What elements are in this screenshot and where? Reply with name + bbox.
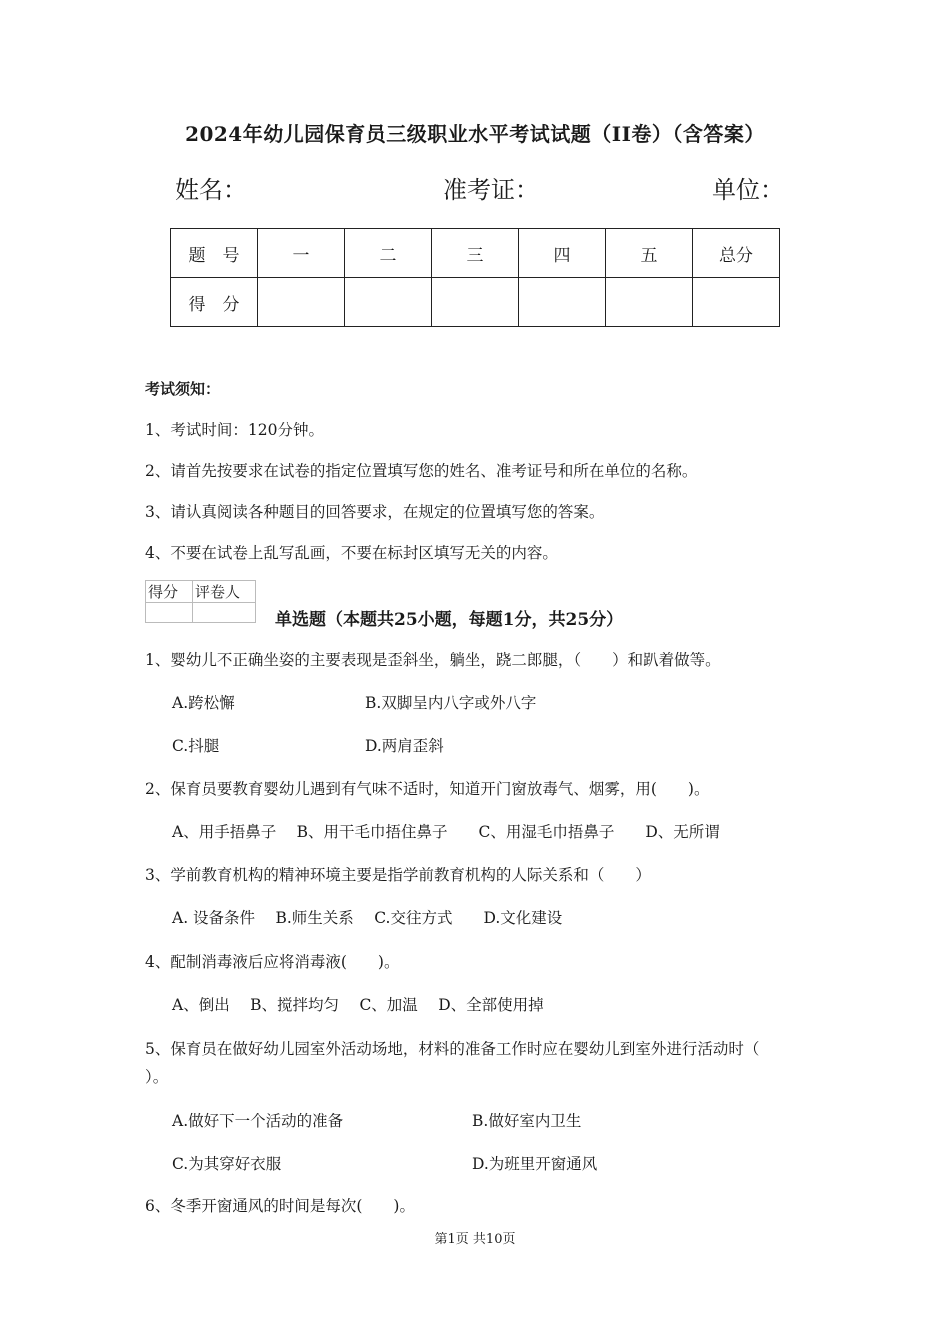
exam-number-field-label: 准考证： (443, 176, 539, 204)
name-field-label: 姓名： (175, 176, 247, 204)
question-option: D.两肩歪斜 (365, 737, 444, 755)
question-options-line: A、倒出 B、搅拌均匀 C、加温 D、全部使用掉 (172, 996, 544, 1014)
question-stem: 3、学前教育机构的精神环境主要是指学前教育机构的人际关系和（ ） (145, 866, 651, 884)
question-option: C.抖腿 (172, 737, 220, 755)
grader-name-cell[interactable] (193, 603, 256, 623)
score-cell[interactable] (258, 278, 345, 327)
score-table-header-cell: 一 (258, 229, 345, 278)
score-table-header-row (171, 229, 780, 278)
question-option: A.跨松懈 (172, 694, 235, 712)
score-cell[interactable] (693, 278, 780, 327)
score-table-header-cell: 二 (345, 229, 432, 278)
notice-item: 1、考试时间：120分钟。 (145, 421, 324, 439)
section-title: 单选题（本题共25小题，每题1分，共25分） (275, 610, 624, 630)
grader-name-label: 评卷人 (193, 581, 256, 603)
question-stem: 4、配制消毒液后应将消毒液( )。 (145, 953, 400, 971)
notice-item: 2、请首先按要求在试卷的指定位置填写您的姓名、准考证号和所在单位的名称。 (145, 462, 698, 480)
score-table-header-cell: 三 (432, 229, 519, 278)
grader-score-label: 得分 (146, 581, 193, 603)
unit-field-label: 单位： (712, 176, 784, 204)
score-table-header-cell: 四 (519, 229, 606, 278)
question-options-line: A、用手捂鼻子 B、用干毛巾捂住鼻子 C、用湿毛巾捂鼻子 D、无所谓 (172, 823, 720, 841)
notice-item: 3、请认真阅读各种题目的回答要求，在规定的位置填写您的答案。 (145, 503, 605, 521)
question-option: A.做好下一个活动的准备 (172, 1112, 344, 1130)
question-option: B.双脚呈内八字或外八字 (365, 694, 537, 712)
score-cell[interactable] (519, 278, 606, 327)
question-stem: 2、保育员要教育婴幼儿遇到有气味不适时，知道开门窗放毒气、烟雾，用( )。 (145, 780, 710, 798)
score-table-header-cell: 五 (606, 229, 693, 278)
score-cell[interactable] (432, 278, 519, 327)
score-table-header-cell: 总分 (693, 229, 780, 278)
score-table (170, 228, 780, 327)
question-stem-continuation: ）。 (145, 1068, 169, 1086)
grader-score-cell[interactable] (146, 603, 193, 623)
question-stem: 5、保育员在做好幼儿园室外活动场地，材料的准备工作时应在婴幼儿到室外进行活动时（ (145, 1040, 760, 1058)
score-table-header-cell: 题 号 (171, 229, 258, 278)
score-table-score-row (171, 278, 780, 327)
question-option: C.为其穿好衣服 (172, 1155, 282, 1173)
question-stem: 1、婴幼儿不正确坐姿的主要表现是歪斜坐，躺坐，跷二郎腿，（ ）和趴着做等。 (145, 651, 721, 669)
page-footer: 第1页 共10页 (434, 1232, 516, 1247)
score-row-label: 得 分 (171, 278, 258, 327)
notice-item: 4、不要在试卷上乱写乱画，不要在标封区填写无关的内容。 (145, 544, 558, 562)
question-option: B.做好室内卫生 (472, 1112, 582, 1130)
score-cell[interactable] (606, 278, 693, 327)
question-options-line: A. 设备条件 B.师生关系 C.交往方式 D.文化建设 (172, 909, 563, 927)
notice-heading: 考试须知： (145, 380, 221, 398)
question-option: D.为班里开窗通风 (472, 1155, 598, 1173)
question-stem: 6、冬季开窗通风的时间是每次( )。 (145, 1197, 415, 1215)
score-cell[interactable] (345, 278, 432, 327)
grader-box (145, 580, 256, 623)
document-title: 2024年幼儿园保育员三级职业水平考试试题（II卷）（含答案） (185, 122, 765, 146)
